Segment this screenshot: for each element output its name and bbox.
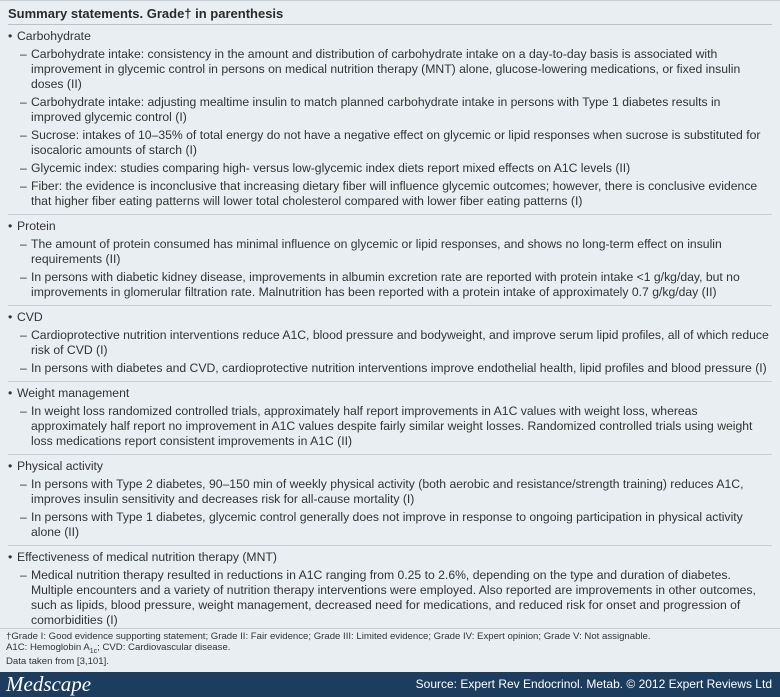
footnote-abbreviations xyxy=(6,643,774,657)
summary-statement: – In weight loss randomized controlled trials, approximately half report improvements in A1C values with weight loss, whereas approximately half report no improvement in A1C values despite fairly similar weight losses. Randomized controlled trials using weight loss medications report consistent improvements in A1C (II) xyxy=(8,404,772,449)
section xyxy=(8,219,772,300)
section-divider xyxy=(8,305,772,306)
abbrev-prefix: A1C: Hemoglobin A xyxy=(6,641,90,653)
summary-statement: – Cardioprotective nutrition interventions reduce A1C, blood pressure and bodyweight, and improve serum lipid profiles, all of which reduce risk of CVD (I) xyxy=(8,328,772,358)
section xyxy=(8,386,772,449)
section-title: • Physical activity xyxy=(8,459,772,474)
summary-statement: – In persons with diabetes and CVD, cardioprotective nutrition interventions improve endothelial health, lipid profiles and blood pressure (I) xyxy=(8,361,772,376)
section xyxy=(8,310,772,376)
section-title: • Effectiveness of medical nutrition therapy (MNT) xyxy=(8,550,772,565)
footnote-grades: †Grade I: Good evidence supporting statement; Grade II: Fair evidence; Grade III: Limited evidence; Grade IV: Expert opinion; Grade V: Not assignable. xyxy=(6,631,651,642)
section-title: • Protein xyxy=(8,219,772,234)
section-title: • Carbohydrate xyxy=(8,29,772,44)
summary-statement: – Glycemic index: studies comparing high- versus low-glycemic index diets report mixed effects on A1C levels (II) xyxy=(8,161,772,176)
summary-statement: – In persons with diabetic kidney disease, improvements in albumin excretion rate are reported with protein intake <1 g/kg/day, but no improvements in glomerular filtration rate. Malnutrition has been reported with a protein intake of approximately 0.7 g/kg/day (II) xyxy=(8,270,772,300)
summary-statement: – Fiber: the evidence is inconclusive that increasing dietary fiber will influence glycemic outcomes; however, there is conclusive evidence that higher fiber eating patterns will lower total cholesterol compared with lower fiber eating patterns (I) xyxy=(8,179,772,209)
abbrev-suffix: ; CVD: Cardiovascular disease. xyxy=(97,641,231,653)
summary-statement: – In persons with Type 2 diabetes, 90–150 min of weekly physical activity (both aerobic and resistance/strength training) reduces A1C, improves insulin sensitivity and decreases risk for all-cause mortality (I) xyxy=(8,477,772,507)
summary-statement: – Carbohydrate intake: consistency in the amount and distribution of carbohydrate intake on a day-to-day basis is associated with improvement in glycemic control in persons on medical nutrition therapy (MNT) alone, glucose-lowering medications, or fixed insulin doses (II) xyxy=(8,47,772,92)
sections-list xyxy=(8,29,772,628)
abbrev-subscript: 1c xyxy=(89,647,98,655)
summary-statement: – The amount of protein consumed has minimal influence on glycemic or lipid responses, and shows no long-term effect on insulin requirements (II) xyxy=(8,237,772,267)
section-divider xyxy=(8,545,772,546)
section-divider xyxy=(8,381,772,382)
footnote-data-source: Data taken from [3,101]. xyxy=(6,655,109,667)
header-divider xyxy=(8,24,772,25)
footer-bar xyxy=(0,672,780,697)
section-title: • Weight management xyxy=(8,386,772,401)
summary-statement: – Sucrose: intakes of 10–35% of total energy do not have a negative effect on glycemic or lipid responses when sucrose is substituted for isocaloric amounts of starch (I) xyxy=(8,128,772,158)
summary-statement: – In persons with Type 1 diabetes, glycemic control generally does not improve in response to ongoing participation in physical activity alone (II) xyxy=(8,510,772,540)
section-divider xyxy=(8,214,772,215)
table-header: Summary statements. Grade† in parenthesis xyxy=(8,6,284,21)
summary-statement: – Medical nutrition therapy resulted in reductions in A1C ranging from 0.25 to 2.6%, depending on the type and duration of diabetes. Multiple encounters and a variety of nutrition therapy interventions were employed. Also reported are improvements in other outcomes, such as lipids, blood pressure, weight management, decreased need for medications, and reduced risk for onset and progression of comorbidities (I) xyxy=(8,568,772,628)
footnotes xyxy=(0,628,780,672)
source-citation: Source: Expert Rev Endocrinol. Metab. © 2012 Expert Reviews Ltd xyxy=(415,677,772,691)
section-title: • CVD xyxy=(8,310,772,325)
medscape-logo[interactable]: Medscape xyxy=(6,672,92,696)
summary-statement: – Carbohydrate intake: adjusting mealtime insulin to match planned carbohydrate intake in persons with Type 1 diabetes results in improved glycemic control (I) xyxy=(8,95,772,125)
section xyxy=(8,459,772,540)
section-divider xyxy=(8,454,772,455)
section xyxy=(8,29,772,209)
section xyxy=(8,550,772,628)
